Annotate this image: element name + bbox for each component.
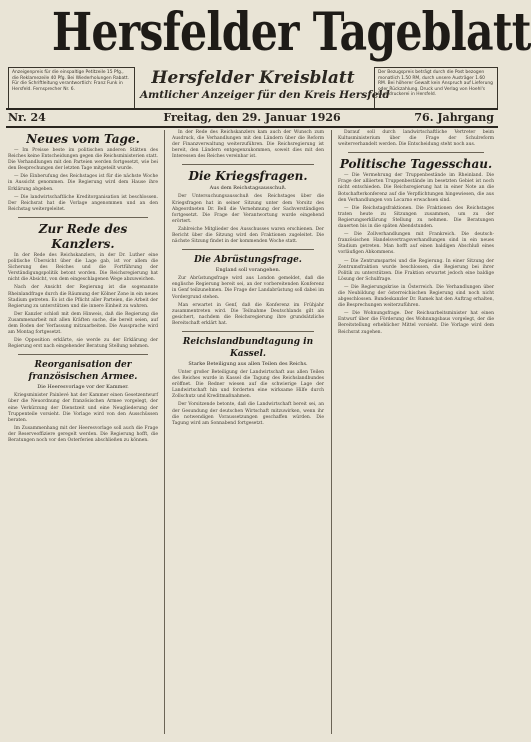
paragraph: — Die Einberufung des Reichstages ist für die nächste Woche in Aussicht genommen. Die Regierung wird dem Hause ihre Erklärung abgeben. bbox=[8, 174, 158, 192]
headline-kriegsfragen: Die Kriegsfragen. bbox=[188, 169, 308, 184]
subheadline: England soll vorangehen. bbox=[215, 267, 281, 274]
paragraph: Man erwartet in Genf, daß die Konferenz im Frühjahr zusammentreten wird. Die Teilnahme Deutschlands gilt als gesichert, nachdem die Reichsregierung ihre grundsätzliche Bereitschaft erklärt hat. bbox=[172, 302, 324, 326]
column-3 bbox=[338, 130, 494, 736]
paragraph: Die Opposition erklärte, sie werde zu der Erklärung der Regierung erst nach eingehender Beratung Stellung nehmen. bbox=[8, 338, 158, 350]
section-divider bbox=[348, 152, 484, 153]
subheadline: Die Heeresvorlage vor der Kammer. bbox=[37, 384, 129, 391]
subheadline: Aus dem Reichstagsausschuß. bbox=[209, 185, 287, 192]
paragraph: — Die landwirtschaftliche Kreditorganisation ist beschlossen. Der Reichsrat hat die Vorlage angenommen und an den Reichstag weitergeleitet. bbox=[8, 194, 158, 212]
masthead-title: Hersfelder Tageblatt bbox=[51, 2, 531, 63]
advert-price-box: Anzeigenpreis für die einspaltige Petitzeile 15 Pfg., die Reklamezeile 40 Pfg. Bei Wiederholungen Rabatt. Für die Schriftleitung verantwortlich: Franz Funk in Hersfeld. Fernsprecher Nr. 6. bbox=[8, 67, 135, 109]
paragraph: Unter großer Beteiligung der Landwirtschaft aus allen Teilen des Reiches wurde in Kassel die Tagung des Reichslandbundes eröffnet. Die Redner wiesen auf die schwierige Lage der Landwirtschaft hin und forderten eine wirksame Hilfe durch Zollschutz und Kreditmaßnahmen. bbox=[172, 369, 324, 400]
paragraph: Darauf soll durch landwirtschaftliche Vertreter beim Kultusministerium über die Frage der Schulreform weiterverhandelt werden. Die Entscheidung steht noch aus. bbox=[338, 130, 494, 148]
headline-news: Neues vom Tage. bbox=[26, 132, 140, 146]
column-1 bbox=[8, 130, 158, 736]
paragraph: Der Vorsitzende betonte, daß die Landwirtschaft bereit sei, an der Gesundung der deutschen Wirtschaft mitzuwirken, wenn ihr die notwendigen Voraussetzungen geschaffen würden. Die Tagung wird am Sonnabend fortgesetzt. bbox=[172, 402, 324, 426]
headline-landbund: Reichslandbundtagung in Kassel. bbox=[182, 336, 314, 359]
headline-abruestung: Die Abrüstungsfrage. bbox=[194, 255, 302, 266]
paragraph: Der Untersuchungsausschuß des Reichstages über die Kriegsfragen hat in seiner Sitzung unter dem Vorsitz des Abgeordneten Dr. Bell die Vernehmung der Sachverständigen fortgesetzt. Die Frage der Verantwortung wurde eingehend erörtert. bbox=[172, 194, 324, 224]
column-rule bbox=[331, 130, 332, 734]
dateline bbox=[6, 108, 498, 128]
paragraph: In der Rede des Reichskanzlers kam auch der Wunsch zum Ausdruck, die Verhandlungen mit den Ländern über die Reform der Finanzverwaltung weiterzuführen. Die Reichsregierung ist bereit, den Ländern entgegenzukommen, soweit dies mit den Interessen des Reiches vereinbar ist. bbox=[172, 130, 324, 160]
section-divider bbox=[182, 331, 314, 332]
headline-kanzler: Zur Rede des Kanzlers. bbox=[38, 221, 128, 251]
paragraph: In der Rede des Reichskanzlers, in der Dr. Luther eine politische Übersicht über die Lage gab, ist vor allem die Sicherung des Reiches und die Fortführung der Verständigungspolitik betont worden. Die Reichsregierung hat nicht die Absicht, von dem eingeschlagenen Wege abzuweichen. bbox=[8, 252, 158, 283]
volume-year: 76. Jahrgang bbox=[414, 111, 494, 124]
headline-tagesschau: Politische Tagesschau. bbox=[339, 157, 493, 172]
paragraph: Zur Abrüstungsfrage wird aus London gemeldet, daß die englische Regierung bereit sei, an der vorbereitenden Konferenz in Genf teilzunehmen. Die Frage der Landabrüstung soll dabei im Vordergrund stehen. bbox=[172, 276, 324, 300]
issue-date: Freitag, den 29. Januar 1926 bbox=[163, 111, 341, 124]
section-divider bbox=[18, 217, 148, 218]
paragraph: — Im Preisse beste im politischen anderen Stätten des Reiches keine Entscheidungen gegen die Reichsministerien statt. Die Verhandlungen mit den Parteien werden fortgesetzt, wie bei den Besprechungen der letzten Tage mitgeteilt wurde. bbox=[8, 148, 158, 172]
paragraph: Zahlreiche Mitglieder des Ausschusses waren erschienen. Der Bericht über die Sitzung wird den Fraktionen zugeleitet. Die nächste Sitzung findet in der kommenden Woche statt. bbox=[172, 226, 324, 245]
paragraph: — Die Zentrumspartei und die Regierung. In einer Sitzung der Zentrumsfraktion wurde beschlossen, die Regierung bei ihrer Politik zu unterstützen. Die Fraktion erwartet jedoch eine baldige Lösung der Schulfrage. bbox=[338, 258, 494, 282]
headline-armee: Reorganisation der französischen Armee. bbox=[28, 360, 138, 383]
subheadline: Starke Beteiligung aus allen Teilen des Reichs. bbox=[188, 360, 308, 367]
paragraph: — Die Zollverhandlungen mit Frankreich. Die deutsch-französischen Handelsvertragsverhandlungen sind in ein neues Stadium getreten. Man hofft auf einen baldigen Abschluß eines vorläufigen Abkommens. bbox=[338, 232, 494, 256]
issue-number: Nr. 24 bbox=[8, 111, 46, 124]
subtitle-kreisblatt: Hersfelder Kreisblatt bbox=[151, 68, 355, 88]
subscription-box: Der Bezugspreis beträgt durch die Post bezogen monatlich 1.50 RM, durch unsere Austräger 1.60 RM. Bei höherer Gewalt kein Anspruch auf Lieferung oder Rückzahlung. Druck und Verlag von Hoehl's Buchdruckerei in Hersfeld. bbox=[374, 67, 498, 109]
paragraph: Nach der Ansicht der Regierung ist die sogenannte Rheinlandfrage durch die Räumung der Kölner Zone in ein neues Stadium getreten. Es ist die Pflicht aller Parteien, die Arbeit der Regierung zu unterstützen und die innere Einheit zu wahren. bbox=[8, 285, 158, 309]
column-2 bbox=[172, 130, 324, 736]
section-divider bbox=[182, 164, 314, 165]
section-divider bbox=[182, 249, 314, 250]
paragraph: — Die Reichstagsfraktionen. Die Fraktionen des Reichstages traten heute zu Sitzungen zusammen, um zu der Regierungserklärung Stellung zu nehmen. Die Beratungen dauerten bis in die späten Abendstunden. bbox=[338, 205, 494, 230]
subtitle-block bbox=[140, 68, 390, 102]
paragraph: — Die Regierungskrise in Österreich. Die Verhandlungen über die Neubildung der österreichischen Regierung sind noch nicht abgeschlossen. Bundeskanzler Dr. Ramek hat den Auftrag erhalten, die Besprechungen weiterzuführen. bbox=[338, 284, 494, 309]
paragraph: Im Zusammenhang mit der Heeresvorlage soll auch die Frage der Reserveoffiziere geregelt werden. Die Regierung hofft, die Beratungen noch vor den Osterferien abschließen zu können. bbox=[8, 425, 158, 443]
paragraph: — Die Vermehrung der Truppenbestände im Rheinland. Die Frage der alliierten Truppenbestände im besetzten Gebiet ist noch nicht entschieden. Die Reichsregierung hat in einer Note an die Botschafterkonferenz auf die Verpflichtungen hingewiesen, die aus den Verhandlungen von Locarno erwachsen sind. bbox=[338, 173, 494, 203]
section-divider bbox=[18, 354, 148, 355]
paragraph: Der Kanzler schloß mit dem Hinweis, daß die Regierung die Zusammenarbeit mit allen Kräften suche, die bereit seien, auf dem Boden der Verfassung mitzuarbeiten. Die Aussprache wird am Montag fortgesetzt. bbox=[8, 311, 158, 336]
subtitle-anzeiger: Amtlicher Anzeiger für den Kreis Hersfeld bbox=[140, 89, 390, 101]
column-rule bbox=[164, 130, 165, 734]
paragraph: — Die Wohnungsfrage. Der Reichsarbeitsminister hat einen Entwurf über die Förderung des Wohnungsbaus vorgelegt, der die Bereitstellung erheblicher Mittel vorsieht. Die Vorlage wird dem Reichsrat zugehen. bbox=[338, 311, 494, 335]
paragraph: Kriegsminister Painlevé hat der Kammer einen Gesetzentwurf über die Neuordnung der französischen Armee vorgelegt, der eine Verkürzung der Dienstzeit und eine Neugliederung der Truppenteile vorsieht. Die Vorlage wird von den Ausschüssen beraten. bbox=[8, 393, 158, 423]
